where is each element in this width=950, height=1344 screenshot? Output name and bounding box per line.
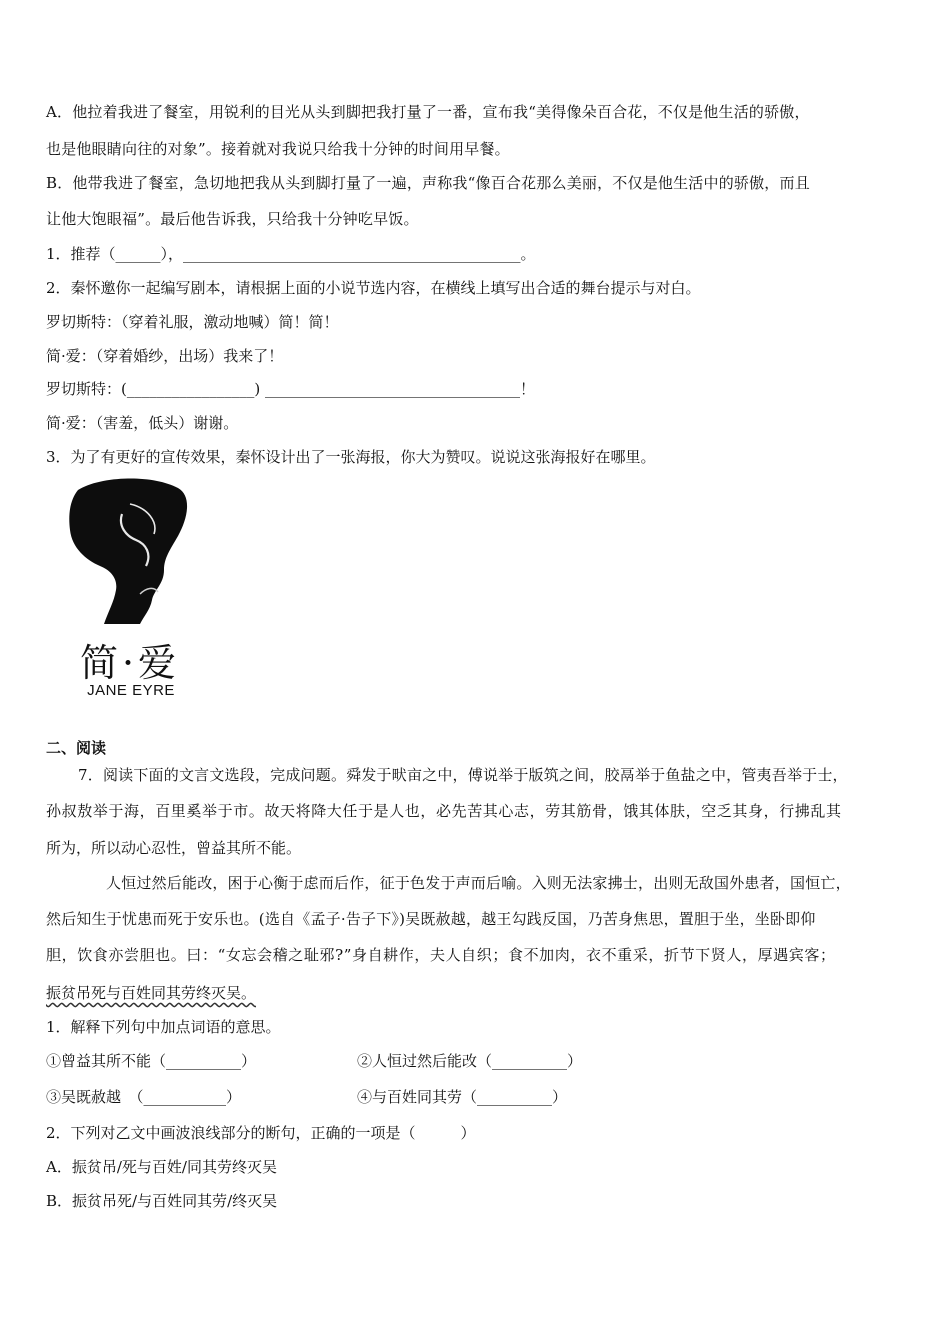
passage-2-line-4-wavy: 振贫吊死与百姓同其劳终灭吴。 — [46, 984, 257, 1002]
vocab-item-2: ②人恒过然后能改（__________） — [357, 1052, 583, 1070]
jane-eyre-poster — [60, 474, 210, 706]
vocab-item-1: ①曾益其所不能（__________） — [46, 1052, 257, 1070]
section-question-2: 2．下列对乙文中画波浪线部分的断句，正确的一项是（ ） — [46, 1124, 476, 1142]
script-line-rochester-1: 罗切斯特：（穿着礼服，激动地喊）简！简！ — [46, 313, 339, 331]
poster-subtitle: JANE EYRE — [87, 682, 175, 699]
silhouette-image — [60, 474, 210, 634]
script-line-rochester-2: 罗切斯特：(_________________) __________________________________！ — [46, 380, 535, 398]
vocab-item-3: ③吴既赦越 （___________） — [46, 1088, 242, 1106]
passage-intro-line-2: 孙叔敖举于海，百里奚举于市。故天将降大任于是人也，必先苦其心志，劳其筋骨，饿其体肤，空乏其身，行拂乱其 — [46, 802, 842, 820]
option-a-line-2: 也是他眼睛向往的对象”。接着就对我说只给我十分钟的时间用早餐。 — [46, 140, 510, 158]
option-a-line-1: A．他拉着我进了餐室，用锐利的目光从头到脚把我打量了一番，宣布我“美得像朵百合花，不仅是他生活的骄傲， — [46, 103, 810, 121]
passage-2-line-2: 然后知生于忧患而死于安乐也。(选自《孟子·告子下》)吴既赦越，越王勾践反国，乃苦身焦思，置胆于坐，坐卧即仰 — [46, 910, 816, 928]
section-heading: 二、阅读 — [46, 739, 107, 757]
poster-title: 简·爱 — [79, 641, 181, 685]
option-b-line-2: 让他大饱眼福”。最后他告诉我，只给我十分钟吃早饭。 — [46, 210, 419, 228]
passage-intro-line-3: 所为，所以动心忍性，曾益其所不能。 — [46, 839, 302, 857]
script-line-jane-1: 简·爱：（穿着婚纱，出场）我来了！ — [46, 347, 284, 365]
passage-intro-line-1: 7．阅读下面的文言文选段，完成问题。舜发于畎亩之中，傅说举于版筑之间，胶鬲举于鱼盐之中，管夷吾举于士， — [78, 766, 848, 784]
script-line-jane-2: 简·爱：（害羞，低头）谢谢。 — [46, 414, 239, 432]
vocab-item-4: ④与百姓同其劳（__________） — [357, 1088, 568, 1106]
question-1-recommend: 1．推荐（______），_____________________________________________。 — [46, 245, 536, 263]
passage-2-line-3: 胆，饮食亦尝胆也。曰：“女忘会稽之耻邪?”身自耕作，夫人自织；食不加肉，衣不重采，折节下贤人，厚遇宾客； — [46, 946, 836, 964]
passage-2-line-1: 人恒过然后能改，困于心衡于虑而后作，征于色发于声而后喻。入则无法家拂士，出则无敌国外患者，国恒亡， — [106, 874, 851, 892]
choice-a: A．振贫吊/死与百姓/同其劳终灭吴 — [46, 1158, 277, 1176]
question-2-script: 2．秦怀邀你一起编写剧本，请根据上面的小说节选内容，在横线上填写出合适的舞台提示与对白。 — [46, 279, 701, 297]
choice-b: B．振贫吊死/与百姓同其劳/终灭吴 — [46, 1192, 278, 1210]
section-question-1: 1．解释下列句中加点词语的意思。 — [46, 1018, 281, 1036]
option-b-line-1: B．他带我进了餐室，急切地把我从头到脚打量了一遍，声称我“像百合花那么美丽，不仅是他生活中的骄傲，而且 — [46, 174, 810, 192]
question-3-poster: 3．为了有更好的宣传效果，秦怀设计出了一张海报，你大为赞叹。说说这张海报好在哪里。 — [46, 448, 656, 466]
